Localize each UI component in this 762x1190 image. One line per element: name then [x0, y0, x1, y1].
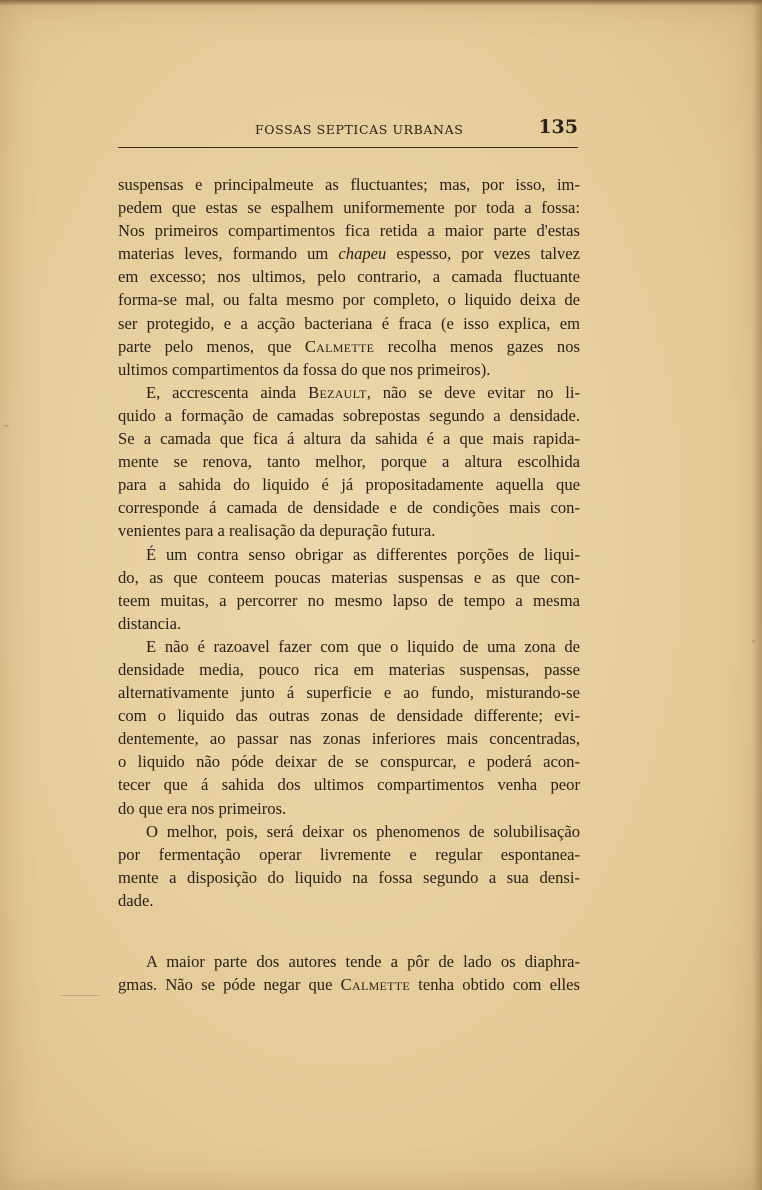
text-line: A maior parte dos autores tende a pôr de lado os diaphra-: [146, 952, 580, 971]
text-line: Se a camada que fica á altura da sahida é a que mais rapida-: [118, 429, 580, 449]
text-line: parte pelo menos, que Calmette recolha menos gazes nos: [118, 336, 580, 356]
text-line: E não é razoavel fazer com que o liquido de uma zona de: [146, 636, 580, 656]
paragraph: [118, 950, 580, 996]
text-line: É um contra senso obrigar as differentes porções de liqui-: [146, 544, 580, 564]
text-line: alternativamente junto á superficie e ao fundo, misturando-se: [118, 683, 580, 703]
text-line: suspensas e principalmeute as fluctuantes; mas, por isso, im-: [118, 175, 580, 194]
text-line: distancia.: [118, 613, 182, 633]
text-line: do que era nos primeiros.: [118, 798, 287, 818]
paper-speck: [4, 425, 9, 427]
text-line: mente a disposição do liquido na fossa segundo a sua densi-: [118, 867, 580, 887]
text-line: ser protegido, e a acção bacteriana é fraca (e isso explica, em: [118, 313, 580, 333]
text-line: tecer que á sahida dos ultimos compartimentos venha peor: [118, 775, 580, 795]
text-line: E, accrescenta ainda Bezault, não se deve evitar no li-: [146, 382, 580, 402]
page-header: [118, 116, 578, 146]
page-right-edge: [752, 0, 762, 1190]
text-line: dade.: [118, 890, 154, 910]
paper-speck: [752, 640, 755, 643]
page-top-edge: [0, 0, 762, 6]
text-line: ultimos compartimentos da fossa do que nos primeiros).: [118, 359, 491, 379]
text-line: quido a formação de camadas sobrepostas segundo a densidade.: [118, 405, 580, 425]
paragraph-gap: [118, 912, 580, 950]
italic-term: chapeu: [338, 244, 387, 264]
text-line: O melhor, pois, será deixar os phenomenos de solubilisação: [146, 821, 580, 841]
paragraph: [118, 635, 580, 820]
author-name: Calmette: [340, 975, 411, 995]
text-line: teem muitas, a percorrer no mesmo lapso de tempo a mesma: [118, 590, 580, 610]
text-line: materias leves, formando um chapeu espesso, por vezes talvez: [118, 244, 580, 264]
author-name: Calmette: [304, 336, 375, 356]
text-line: para a sahida do liquido é já propositadamente aquella que: [118, 475, 580, 495]
paragraph: [118, 173, 580, 381]
text-line: mente se renova, tanto melhor, porque a altura escolhida: [118, 452, 580, 472]
text-line: corresponde á camada de densidade e de condições mais con-: [118, 498, 580, 518]
text-line: dentemente, ao passar nas zonas inferiores mais concentradas,: [118, 729, 580, 749]
text-line: Nos primeiros compartimentos fica retida a maior parte d'estas: [118, 221, 580, 241]
text-line: venientes para a realisação da depuração futura.: [118, 521, 436, 541]
text-line: com o liquido das outras zonas de densidade differente; evi-: [118, 706, 580, 726]
paragraph: [118, 543, 580, 635]
text-line: em excesso; nos ultimos, pelo contrario, a camada fluctuante: [118, 267, 580, 287]
text-line: pedem que estas se espalhem uniformemente por toda a fossa:: [118, 198, 580, 218]
page-number: 135: [538, 116, 578, 138]
text-line: por fermentação operar livremente e regular espontanea-: [118, 844, 580, 864]
body-text: [118, 173, 580, 996]
text-line: do, as que conteem poucas materias suspensas e as que con-: [118, 567, 580, 587]
paper-speck: [60, 995, 100, 996]
author-name: Bezault: [308, 382, 367, 402]
running-title: FOSSAS SEPTICAS URBANAS: [255, 122, 464, 137]
text-line: gmas. Não se póde negar que Calmette tenha obtido com elles: [118, 975, 580, 995]
paragraph: [118, 820, 580, 912]
paragraph: [118, 381, 580, 543]
text-line: densidade media, pouco rica em materias suspensas, passe: [118, 659, 580, 679]
text-line: o liquido não póde deixar de se conspurcar, e poderá acon-: [118, 752, 580, 772]
text-line: forma-se mal, ou falta mesmo por completo, o liquido deixa de: [118, 290, 580, 310]
header-rule: [118, 147, 578, 148]
